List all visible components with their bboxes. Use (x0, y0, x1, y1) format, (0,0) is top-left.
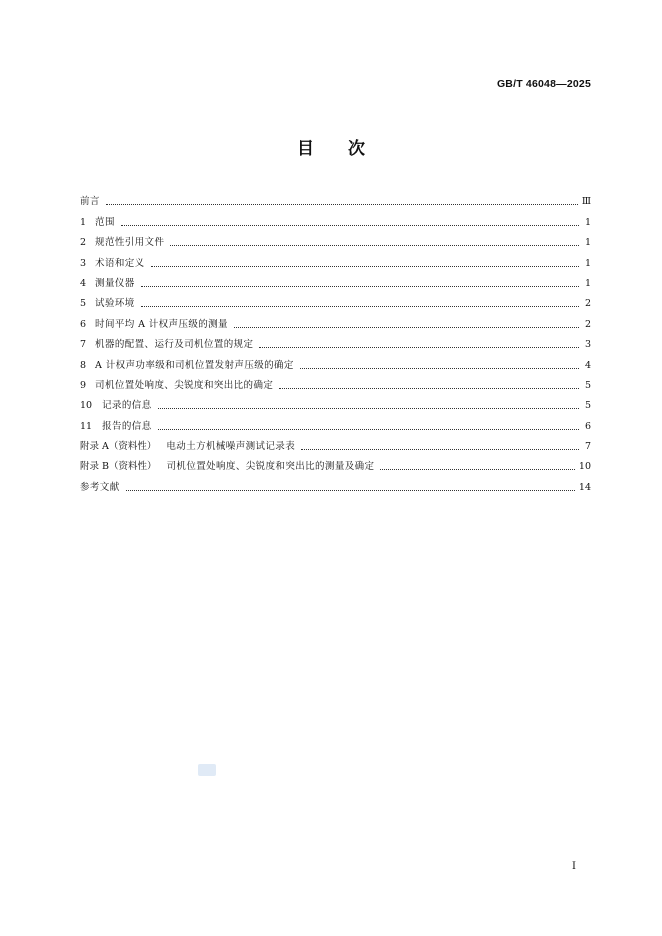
toc-leader-dots (158, 429, 579, 430)
toc-entry-page: 10 (578, 461, 591, 473)
toc-leader-dots (106, 204, 578, 205)
toc-entry-number: 8 (80, 359, 87, 371)
toc-entry-annex-b[interactable] (80, 453, 591, 473)
toc-entry-label: 记录的信息 (102, 400, 152, 412)
toc-entry-page: 6 (584, 420, 591, 432)
toc-entry-label: 报告的信息 (102, 420, 152, 432)
toc-leader-dots (259, 347, 579, 348)
toc-leader-dots (121, 225, 579, 226)
toc-entry-5[interactable] (80, 290, 591, 310)
toc-entry-page: 1 (584, 257, 591, 269)
toc-entry-page: 1 (584, 216, 591, 228)
toc-entry-page: 7 (584, 441, 591, 453)
toc-annex-tag: 附录 B（资料性） (80, 461, 157, 473)
toc-entry-page: 3 (584, 339, 591, 351)
toc-entry-number: 10 (80, 400, 93, 412)
table-of-contents (80, 188, 591, 494)
toc-entry-number: 5 (80, 298, 87, 310)
document-code: GB/T 46048—2025 (496, 78, 591, 90)
toc-entry-7[interactable] (80, 331, 591, 351)
toc-entry-page: 2 (584, 318, 591, 330)
toc-entry-4[interactable] (80, 270, 591, 290)
toc-entry-bibliography[interactable] (80, 473, 591, 493)
toc-entry-9[interactable] (80, 372, 591, 392)
toc-entry-page: 14 (578, 481, 591, 493)
toc-leader-dots (301, 449, 579, 450)
toc-leader-dots (170, 245, 579, 246)
toc-leader-dots (141, 306, 579, 307)
toc-entry-number: 4 (80, 277, 87, 289)
page-title: 目次 (297, 139, 399, 159)
toc-entry-label: 范围 (95, 216, 115, 228)
toc-entry-1[interactable] (80, 208, 591, 228)
toc-entry-number: 3 (80, 257, 87, 269)
toc-entry-label: 测量仪器 (95, 277, 135, 289)
toc-entry-page: Ⅲ (581, 196, 591, 208)
toc-entry-number: 11 (80, 420, 93, 432)
toc-entry-label: 术语和定义 (95, 257, 145, 269)
toc-entry-8[interactable] (80, 351, 591, 371)
toc-leader-dots (380, 469, 574, 470)
toc-entry-label: 电动土方机械噪声测试记录表 (166, 441, 296, 453)
toc-entry-number: 6 (80, 318, 87, 330)
toc-entry-page: 5 (584, 379, 591, 391)
toc-entry-page: 4 (584, 359, 591, 371)
toc-leader-dots (234, 327, 579, 328)
toc-entry-foreword[interactable] (80, 188, 591, 208)
toc-leader-dots (279, 388, 579, 389)
toc-annex-tag: 附录 A（资料性） (80, 441, 157, 453)
toc-entry-page: 2 (584, 298, 591, 310)
toc-entry-number: 1 (80, 216, 87, 228)
toc-entry-label: 司机位置处响度、尖锐度和突出比的确定 (95, 379, 274, 391)
toc-leader-dots (151, 266, 579, 267)
toc-entry-label: 机器的配置、运行及司机位置的规定 (95, 339, 254, 351)
toc-leader-dots (300, 368, 579, 369)
toc-leader-dots (126, 490, 575, 491)
toc-entry-label: 规范性引用文件 (95, 237, 165, 249)
toc-entry-2[interactable] (80, 229, 591, 249)
toc-entry-label: A 计权声功率级和司机位置发射声压级的确定 (95, 359, 294, 371)
toc-entry-label: 参考文献 (80, 481, 120, 493)
toc-entry-3[interactable] (80, 249, 591, 269)
toc-entry-label: 前言 (80, 196, 100, 208)
toc-entry-label: 司机位置处响度、尖锐度和突出比的测量及确定 (166, 461, 375, 473)
toc-entry-page: 5 (584, 400, 591, 412)
toc-entry-page: 1 (584, 237, 591, 249)
toc-entry-11[interactable] (80, 412, 591, 432)
toc-entry-10[interactable] (80, 392, 591, 412)
toc-leader-dots (141, 286, 579, 287)
toc-entry-page: 1 (584, 277, 591, 289)
toc-entry-number: 9 (80, 379, 87, 391)
toc-leader-dots (158, 408, 579, 409)
toc-entry-annex-a[interactable] (80, 433, 591, 453)
toc-entry-label: 试验环境 (95, 298, 135, 310)
toc-entry-number: 7 (80, 339, 87, 351)
toc-entry-label: 时间平均 A 计权声压级的测量 (95, 318, 228, 330)
toc-entry-number: 2 (80, 237, 87, 249)
watermark-logo (198, 764, 216, 776)
page-number: Ⅰ (572, 861, 576, 872)
toc-entry-6[interactable] (80, 310, 591, 330)
